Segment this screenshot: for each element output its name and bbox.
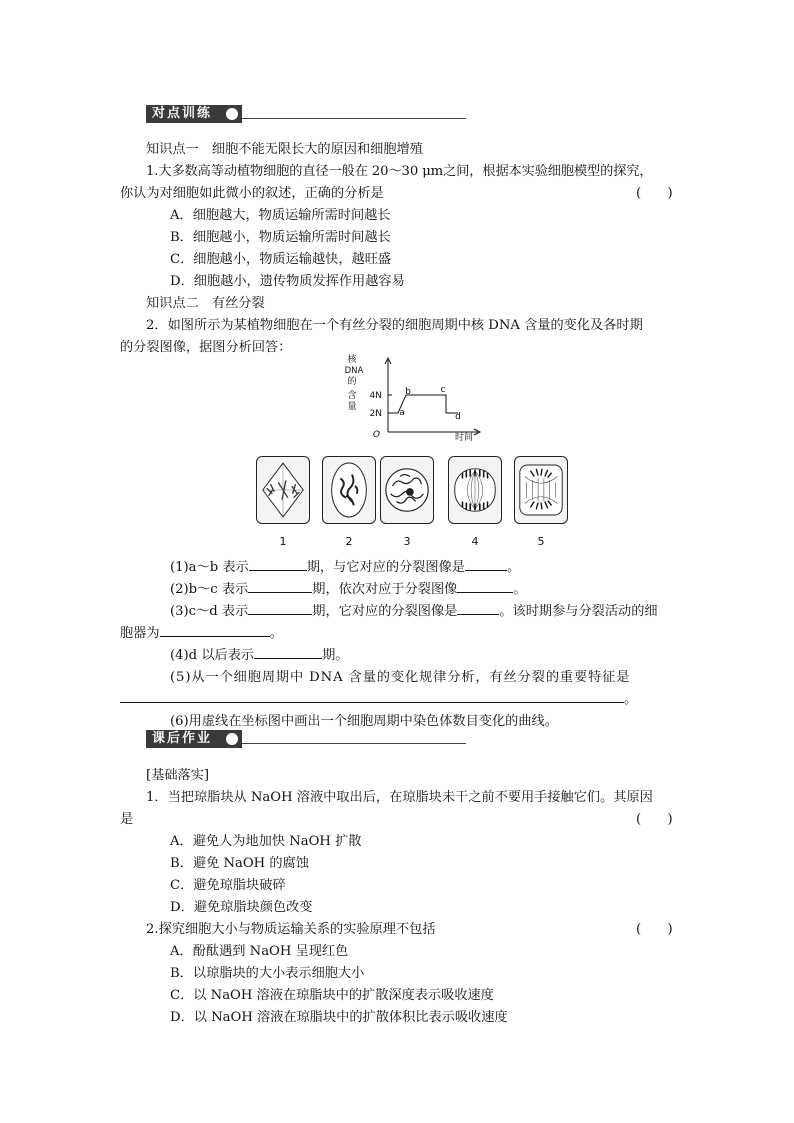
q2-sub3-blank-image[interactable] xyxy=(457,602,499,615)
graph-point-a: a xyxy=(399,408,405,418)
q2-sub1-text-a: (1)a～b 表示 xyxy=(170,560,249,575)
prophase-like-icon xyxy=(323,457,375,523)
cell-label-2: 2 xyxy=(345,535,353,548)
q2-sub3-organelle-label: 胞器为 xyxy=(120,626,160,641)
metaphase-like-icon xyxy=(257,457,309,523)
q2-sub5-blank-feature[interactable] xyxy=(120,690,624,703)
graph-ytick-4n: 4N xyxy=(369,391,382,401)
cell-label-3: 3 xyxy=(403,535,411,548)
h1-option-c[interactable]: C．避免琼脂块破碎 xyxy=(170,878,286,893)
banner-rule xyxy=(242,118,466,119)
graph-point-b: b xyxy=(405,387,411,397)
h2-option-c[interactable]: C．以 NaOH 溶液在琼脂块中的扩散深度表示吸收速度 xyxy=(170,988,494,1003)
q2-sub1-blank-image[interactable] xyxy=(465,558,507,571)
cell-label-1: 1 xyxy=(279,535,287,548)
h2-option-a[interactable]: A．酚酞遇到 NaOH 呈现红色 xyxy=(170,944,349,959)
section-title: 课后作业 xyxy=(146,730,242,748)
q2-sub2-text-a: (2)b～c 表示 xyxy=(170,582,249,597)
graph-ylabel-char: 含 xyxy=(347,391,357,401)
q2-sub4-text-a: (4)d 以后表示 xyxy=(170,648,255,663)
cell-image-3 xyxy=(380,456,434,524)
q1-answer-bracket[interactable]: ( ) xyxy=(636,186,673,201)
q2-sub3-text-b: 期，它对应的分裂图像是 xyxy=(312,604,458,619)
h2-stem-line1: 2.探究细胞大小与物质运输关系的实验原理不包括 xyxy=(146,922,436,937)
dna-content-graph xyxy=(336,352,496,446)
q2-sub1-text-c: 。 xyxy=(507,560,521,575)
h1-option-a[interactable]: A．避免人为地加快 NaOH 扩散 xyxy=(170,834,362,849)
section-banner-practice xyxy=(146,105,466,123)
graph-ylabel-char: 的 xyxy=(347,377,357,387)
q2-sub6: (6)用虚线在坐标图中画出一个细胞周期中染色体数目变化的曲线。 xyxy=(170,714,558,729)
graph-point-d: d xyxy=(455,412,461,422)
cell-label-5: 5 xyxy=(537,535,545,548)
section-banner-homework xyxy=(146,730,466,748)
cell-image-1 xyxy=(256,456,310,524)
cell-image-2 xyxy=(322,456,376,524)
graph-ylabel-char: DNA xyxy=(344,366,364,376)
q1-option-d[interactable]: D．细胞越小，遗传物质发挥作用越容易 xyxy=(170,274,405,289)
h2-option-b[interactable]: B．以琼脂块的大小表示细胞大小 xyxy=(170,966,365,981)
q2-stem-line2: 的分裂图像，据图分析回答： xyxy=(120,340,292,355)
q2-sub2-blank-image[interactable] xyxy=(457,580,513,593)
q1-option-b[interactable]: B．细胞越小，物质运输所需时间越长 xyxy=(170,230,391,245)
h2-option-d[interactable]: D．以 NaOH 溶液在琼脂块中的扩散体积比表示吸收速度 xyxy=(170,1010,508,1025)
banner-dot-icon xyxy=(226,733,238,745)
q2-sub4-blank-phase[interactable] xyxy=(254,646,322,659)
graph-ylabel-char: 量 xyxy=(347,402,357,412)
graph-ytick-2n: 2N xyxy=(369,409,382,419)
q2-sub3-end: 。 xyxy=(269,626,283,641)
banner-rule xyxy=(242,743,466,744)
h1-option-b[interactable]: B．避免 NaOH 的腐蚀 xyxy=(170,856,309,871)
graph-origin: O xyxy=(372,430,380,440)
q2-sub5: (5)从一个细胞周期中 DNA 含量的变化规律分析，有丝分裂的重要特征是 xyxy=(170,670,631,685)
q2-sub1-blank-phase[interactable] xyxy=(249,558,307,571)
q2-sub5-line2 xyxy=(120,688,637,707)
h1-stem-line2: 是 xyxy=(120,812,134,827)
q1-option-a[interactable]: A．细胞越大，物质运输所需时间越长 xyxy=(170,208,391,223)
cell-image-5 xyxy=(514,456,568,524)
basic-heading: [基础落实] xyxy=(146,768,210,783)
q2-sub1 xyxy=(170,556,520,575)
q2-sub2-text-b: 期，依次对应于分裂图像 xyxy=(312,582,458,597)
q2-sub4 xyxy=(170,644,348,663)
q2-sub3-text-a: (3)c～d 表示 xyxy=(170,604,249,619)
q2-sub3 xyxy=(170,600,658,619)
q2-sub4-text-b: 期。 xyxy=(322,648,349,663)
q2-sub3-text-c: 。该时期参与分裂活动的细 xyxy=(499,604,658,619)
h1-answer-bracket[interactable]: ( ) xyxy=(636,812,673,827)
q2-sub3-blank-phase[interactable] xyxy=(248,602,312,615)
anaphase-like-icon xyxy=(449,457,501,523)
banner-dot-icon xyxy=(226,108,238,120)
q1-option-c[interactable]: C．细胞越小，物质运输越快，越旺盛 xyxy=(170,252,392,267)
q1-stem-line1: 1.大多数高等动植物细胞的直径一般在 20～30 μm之间，根据本实验细胞模型的探究， xyxy=(146,164,653,179)
telophase-like-icon xyxy=(515,457,567,523)
h1-stem-line1: 1．当把琼脂块从 NaOH 溶液中取出后，在琼脂块未干之前不要用手接触它们。其原因 xyxy=(146,790,653,805)
q2-sub3-blank-organelle[interactable] xyxy=(160,624,270,637)
q2-sub3-line2 xyxy=(120,622,283,641)
interphase-like-icon xyxy=(381,457,433,523)
h1-option-d[interactable]: D．避免琼脂块颜色改变 xyxy=(170,900,313,915)
q1-stem-line2: 你认为对细胞如此微小的叙述，正确的分析是 xyxy=(120,186,384,201)
q2-sub5-end: 。 xyxy=(624,692,638,707)
q2-stem-line1: 2．如图所示为某植物细胞在一个有丝分裂的细胞周期中核 DNA 含量的变化及各时期 xyxy=(146,318,643,333)
h2-answer-bracket[interactable]: ( ) xyxy=(636,922,673,937)
knowledge-point-2-heading: 知识点二 有丝分裂 xyxy=(146,296,265,311)
q2-sub2-text-c: 。 xyxy=(513,582,527,597)
q2-sub2-blank-phase[interactable] xyxy=(248,580,312,593)
graph-xlabel: 时间 xyxy=(454,433,474,443)
q2-sub2 xyxy=(170,578,527,597)
graph-ylabel-char: 核 xyxy=(347,355,357,365)
graph-point-c: c xyxy=(440,385,446,395)
q2-sub1-text-b: 期，与它对应的分裂图像是 xyxy=(306,560,465,575)
knowledge-point-1-heading: 知识点一 细胞不能无限长大的原因和细胞增殖 xyxy=(146,142,423,157)
cell-image-4 xyxy=(448,456,502,524)
cell-label-4: 4 xyxy=(471,535,479,548)
section-title: 对点训练 xyxy=(146,105,242,123)
